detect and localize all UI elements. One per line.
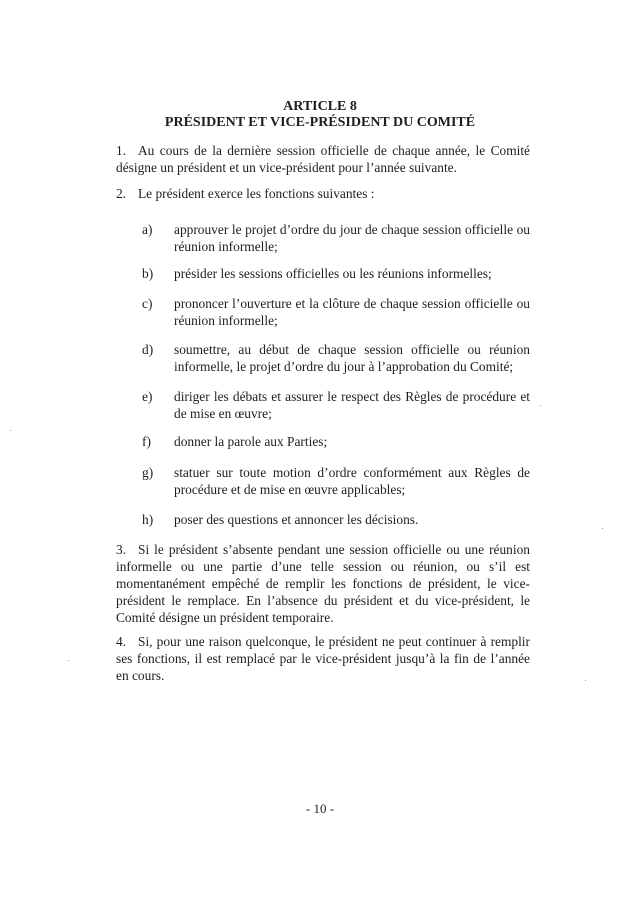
paragraph-number: 2. (116, 186, 127, 201)
paragraph-text: Si, pour une raison quelconque, le président ne peut continuer à remplir ses fonctions, il est remplacé par le vice-président jusqu’à la fin de l’année en cours. (116, 634, 530, 683)
list-item-text: statuer sur toute motion d’ordre conformément aux Règles de procédure et de mise en œuvre applicables; (174, 465, 530, 497)
list-item (142, 433, 530, 450)
list-item (142, 464, 530, 498)
list-item-text: prononcer l’ouverture et la clôture de chaque session officielle ou réunion informelle; (174, 296, 530, 328)
list-item-letter: h) (142, 512, 154, 527)
article-number: ARTICLE 8 (283, 99, 357, 114)
paragraph-number: 1. (116, 143, 127, 158)
scan-speck (540, 405, 541, 406)
list-item (142, 265, 530, 282)
page-number: - 10 - (305, 801, 335, 816)
paragraph-text: Le président exerce les fonctions suivantes : (138, 186, 375, 201)
list-item-letter: d) (142, 342, 154, 357)
list-item (142, 221, 530, 255)
scan-speck (68, 660, 69, 661)
paragraph-number: 4. (116, 634, 127, 649)
list-item-text: diriger les débats et assurer le respect des Règles de procédure et de mise en œuvre; (174, 389, 530, 421)
list-item-text: donner la parole aux Parties; (174, 434, 328, 449)
list-item (142, 388, 530, 422)
paragraph-1 (116, 142, 530, 176)
list-item-text: poser des questions et annoncer les décisions. (174, 512, 419, 527)
list-item-text: présider les sessions officielles ou les réunions informelles; (174, 266, 492, 281)
scan-speck (585, 680, 586, 681)
scan-speck (602, 528, 603, 529)
list-item-letter: g) (142, 465, 154, 480)
paragraph-3 (116, 541, 530, 626)
list-item-letter: f) (142, 434, 151, 449)
list-item-letter: b) (142, 266, 154, 281)
list-item (142, 341, 530, 375)
scan-speck (10, 430, 11, 431)
paragraph-4 (116, 633, 530, 684)
article-title: PRÉSIDENT ET VICE-PRÉSIDENT DU COMITÉ (164, 115, 476, 130)
paragraph-number: 3. (116, 542, 127, 557)
list-item-text: soumettre, au début de chaque session officielle ou réunion informelle, le projet d’ordre du jour à l’approbation du Comité; (174, 342, 530, 374)
list-item (142, 295, 530, 329)
paragraph-text: Au cours de la dernière session officielle de chaque année, le Comité désigne un président et un vice-président pour l’année suivante. (116, 143, 530, 175)
list-item (142, 511, 530, 528)
paragraph-text: Si le président s’absente pendant une session officielle ou une réunion informelle ou une partie d’une telle session ou réunion, ou s’il est momentanément empêché de remplir les fonctions de président, le vice-président le remplace. En l’absence du président et du vice-président, le Comité désigne un président temporaire. (116, 542, 530, 625)
list-item-letter: a) (142, 222, 153, 237)
list-item-letter: e) (142, 389, 153, 404)
list-item-letter: c) (142, 296, 153, 311)
list-item-text: approuver le projet d’ordre du jour de chaque session officielle ou réunion informelle; (174, 222, 530, 254)
paragraph-2 (116, 185, 530, 202)
